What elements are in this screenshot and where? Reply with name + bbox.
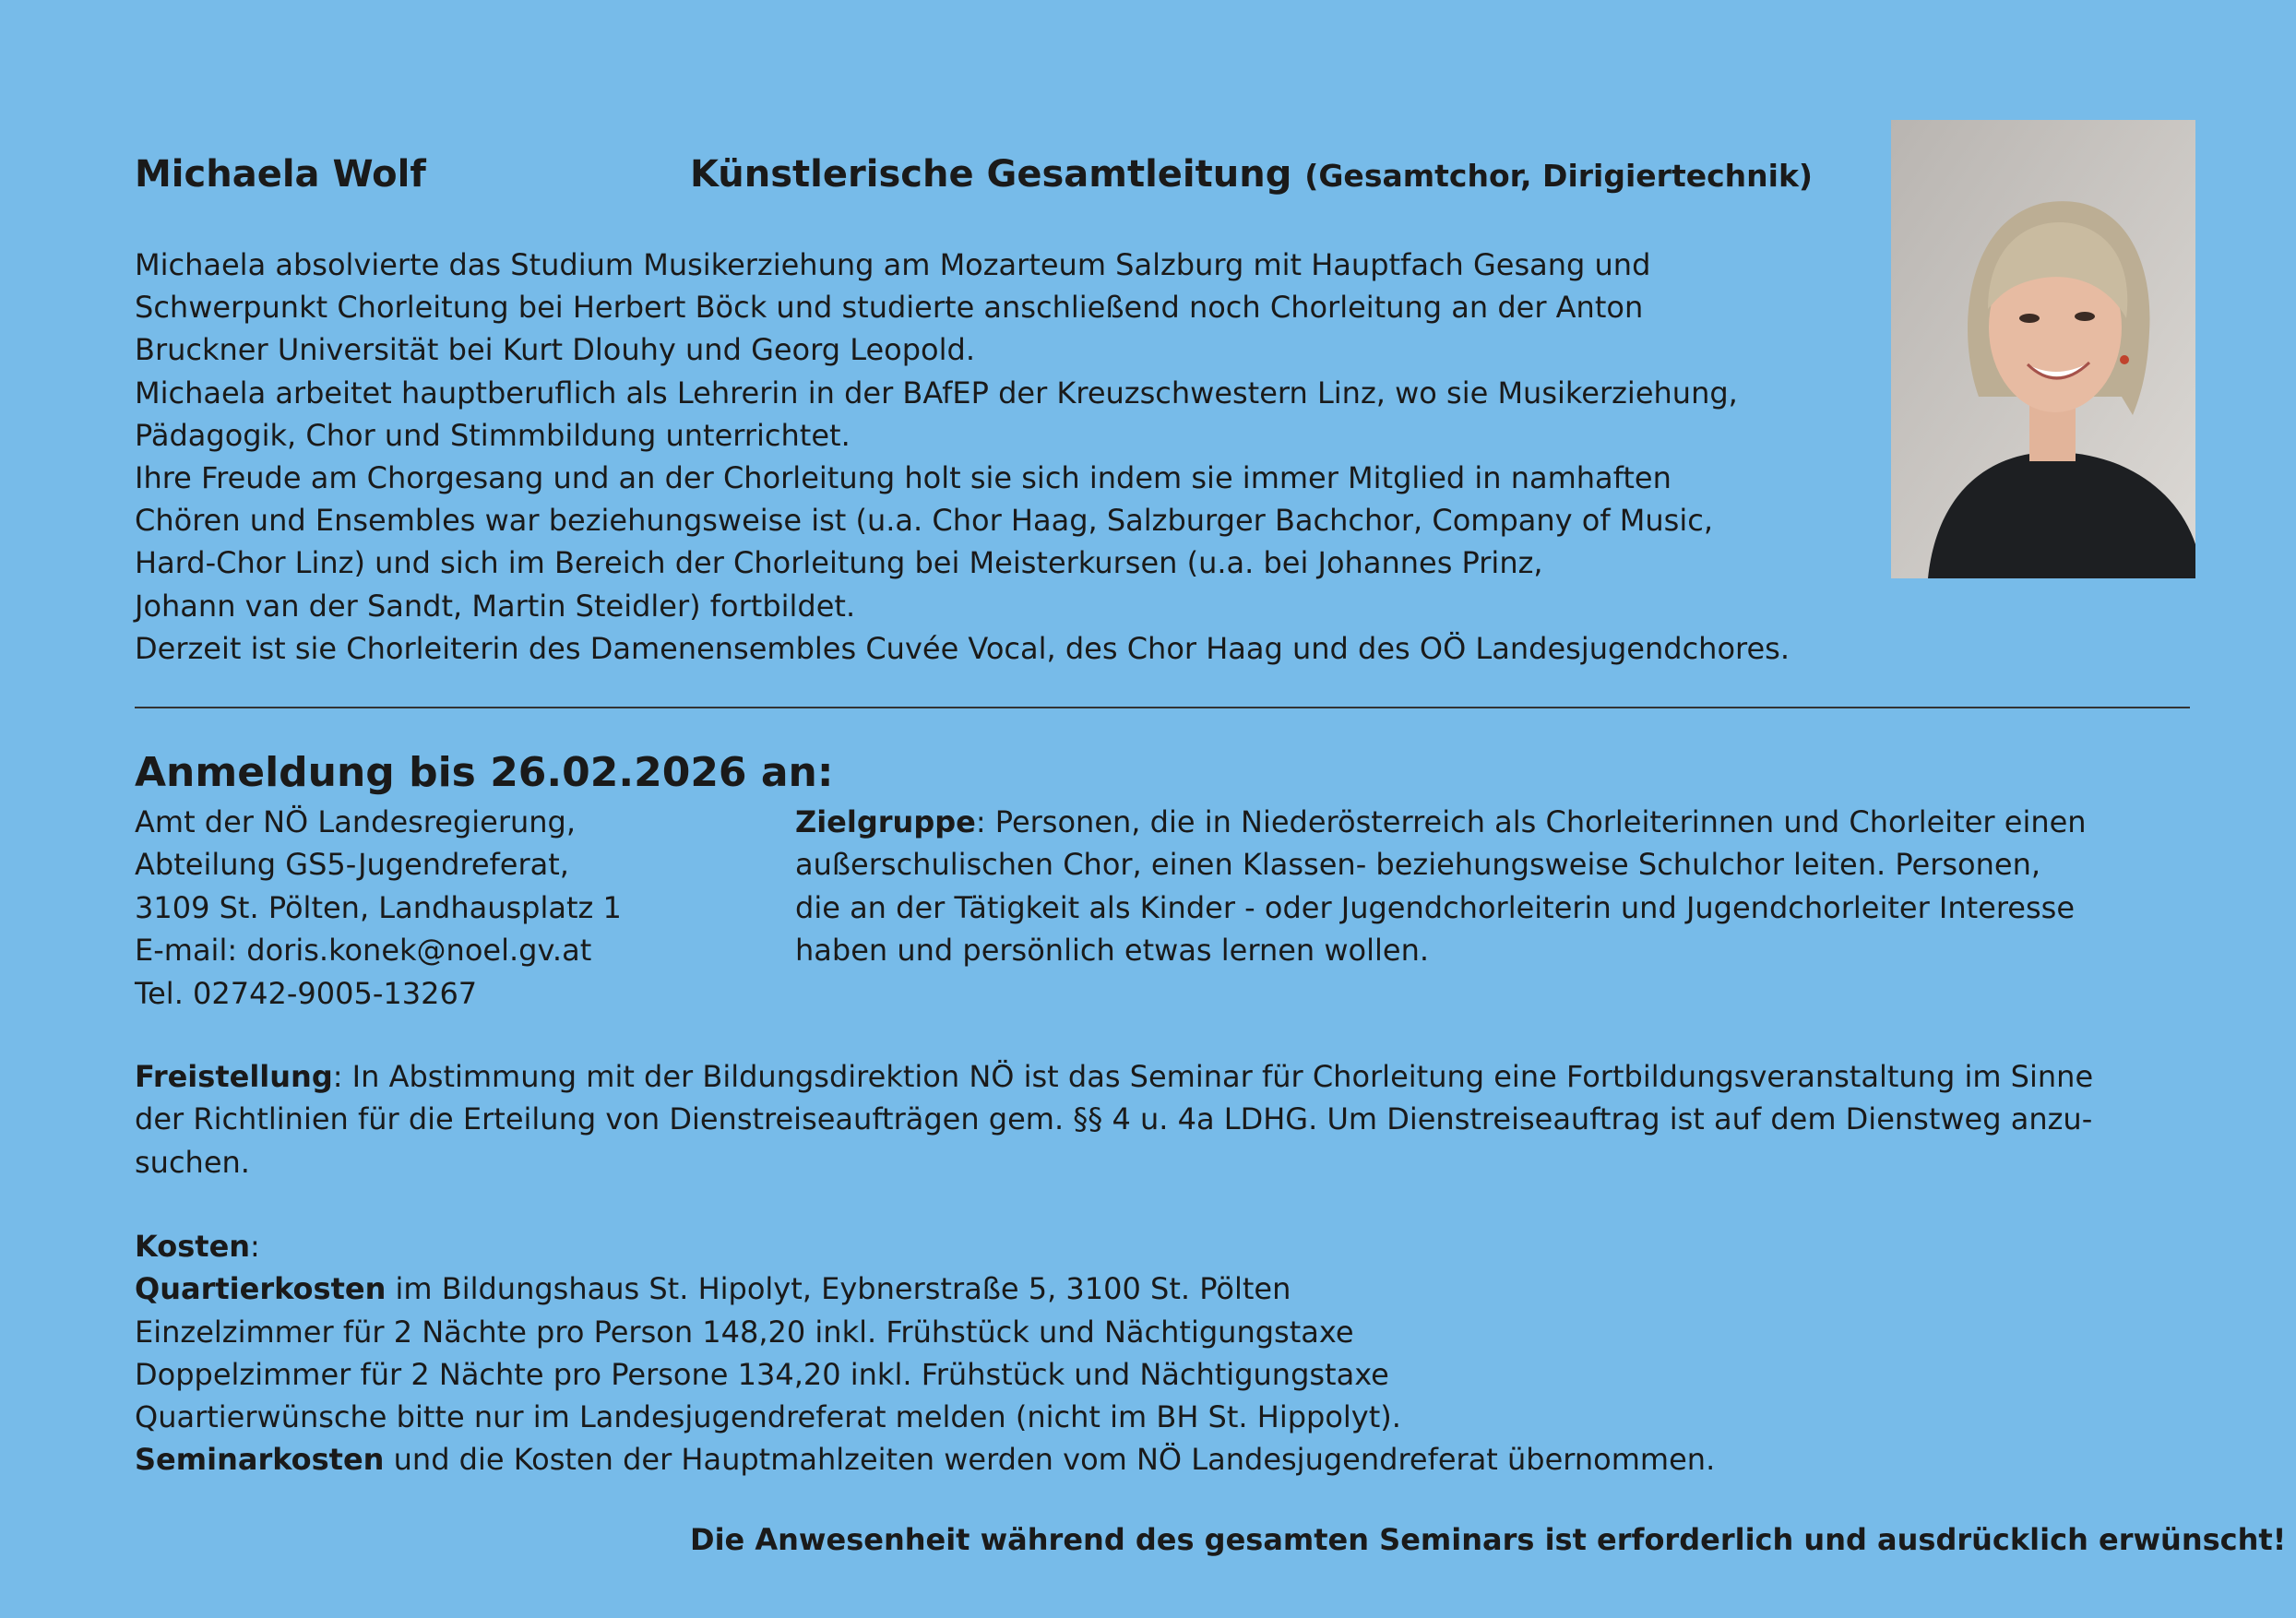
- bio-text: [135, 244, 1887, 670]
- release-line: suchen.: [135, 1144, 250, 1180]
- costs-colon: :: [250, 1229, 260, 1264]
- costs-line: Doppelzimmer für 2 Nächte pro Persone 134,20 inkl. Frühstück und Nächtigungstaxe: [135, 1356, 1389, 1392]
- bio-line: Michaela arbeitet hauptberuflich als Lehrerin in der BAfEP der Kreuzschwestern Linz, wo sie Musikerziehung,: [135, 375, 1738, 410]
- bio-line: Schwerpunkt Chorleitung bei Herbert Böck und studierte anschließend noch Chorleitung an der Anton: [135, 290, 1644, 326]
- seminar-costs-label: Seminarkosten: [135, 1442, 385, 1478]
- phone-line: Tel. 02742-9005-13267: [135, 975, 478, 1011]
- target-group-line: außerschulischen Chor, einen Klassen- beziehungsweise Schulchor leiten. Personen,: [795, 847, 2041, 883]
- seminar-costs-text: und die Kosten der Hauptmahlzeiten werden vom NÖ Landesjugendreferat übernommen.: [384, 1442, 1716, 1478]
- bio-line: Chören und Ensembles war beziehungsweise ist (u.a. Chor Haag, Salzburger Bachchor, Company of Music,: [135, 503, 1713, 539]
- target-group-line: [795, 801, 2087, 843]
- role-label: Künstlerische Gesamtleitung: [690, 153, 1292, 196]
- target-group-line: die an der Tätigkeit als Kinder - oder Jugendchorleiterin und Jugendchorleiter Interesse: [795, 889, 2076, 925]
- lodging-line: [135, 1267, 1715, 1310]
- release-text: : In Abstimmung mit der Bildungsdirektion NÖ ist das Seminar für Chorleitung eine Fortbildungsveranstaltung im Sinne: [332, 1059, 2094, 1094]
- target-group-text: : Personen, die in Niederösterreich als Chorleiterinnen und Chorleiter einen: [975, 804, 2087, 839]
- address-line: Amt der NÖ Landesregierung,: [135, 804, 577, 839]
- lodging-text: im Bildungshaus St. Hipolyt, Eybnerstraße 5, 3100 St. Pölten: [386, 1271, 1291, 1307]
- registration-title: Anmeldung bis 26.02.2026 an:: [135, 749, 834, 796]
- costs-line: Einzelzimmer für 2 Nächte pro Person 148,20 inkl. Frühstück und Nächtigungstaxe: [135, 1314, 1354, 1350]
- address-line: 3109 St. Pölten, Landhausplatz 1: [135, 889, 622, 925]
- target-group: [795, 801, 2087, 972]
- release-section: [135, 1055, 2093, 1184]
- costs-label: Kosten: [135, 1229, 251, 1264]
- bio-line: Pädagogik, Chor und Stimmbildung unterrichtet.: [135, 417, 851, 453]
- bio-line: Derzeit ist sie Chorleiterin des Damenensembles Cuvée Vocal, des Chor Haag und des OÖ Landesjugendchores.: [135, 630, 1790, 666]
- release-line: der Richtlinien für die Erteilung von Dienstreiseaufträgen gem. §§ 4 u. 4a LDHG. Um Dienstreiseauftrag ist auf dem Dienstweg anzu-: [135, 1101, 2093, 1137]
- release-line: [135, 1055, 2093, 1098]
- target-group-line: haben und persönlich etwas lernen wollen.: [795, 933, 1430, 969]
- release-label: Freistellung: [135, 1059, 333, 1094]
- bio-line: Ihre Freude am Chorgesang und an der Chorleitung holt sie sich indem sie immer Mitglied in namhaften: [135, 460, 1671, 496]
- target-group-label: Zielgruppe: [795, 804, 976, 839]
- portrait-photo: [1891, 120, 2195, 578]
- portrait-image: [1891, 120, 2195, 578]
- lodging-label: Quartierkosten: [135, 1271, 387, 1307]
- bio-line: Bruckner Universität bei Kurt Dlouhy und Georg Leopold.: [135, 332, 975, 368]
- role-detail: (Gesamtchor, Dirigiertechnik): [1304, 158, 1813, 194]
- bio-line: Johann van der Sandt, Martin Steidler) fortbildet.: [135, 588, 856, 624]
- attendance-note: Die Anwesenheit während des gesamten Seminars ist erforderlich und ausdrücklich erwünscht!: [690, 1522, 2287, 1557]
- costs-line: Quartierwünsche bitte nur im Landesjugendreferat melden (nicht im BH St. Hippolyt).: [135, 1399, 1401, 1435]
- section-divider: [135, 707, 2190, 708]
- address-line: Abteilung GS5-Jugendreferat,: [135, 847, 569, 883]
- registration-address: [135, 801, 622, 1015]
- role-title: [690, 153, 1813, 196]
- person-name: Michaela Wolf: [135, 153, 426, 196]
- bio-line: Hard-Chor Linz) und sich im Bereich der Chorleitung bei Meisterkursen (u.a. bei Johannes Prinz,: [135, 545, 1543, 581]
- bio-line: Michaela absolvierte das Studium Musikerziehung am Mozarteum Salzburg mit Hauptfach Gesang und: [135, 247, 1651, 282]
- costs-section: [135, 1225, 1715, 1481]
- email-line: E-mail: doris.konek@noel.gv.at: [135, 933, 592, 969]
- costs-heading: [135, 1225, 1715, 1267]
- seminar-costs-line: [135, 1438, 1715, 1481]
